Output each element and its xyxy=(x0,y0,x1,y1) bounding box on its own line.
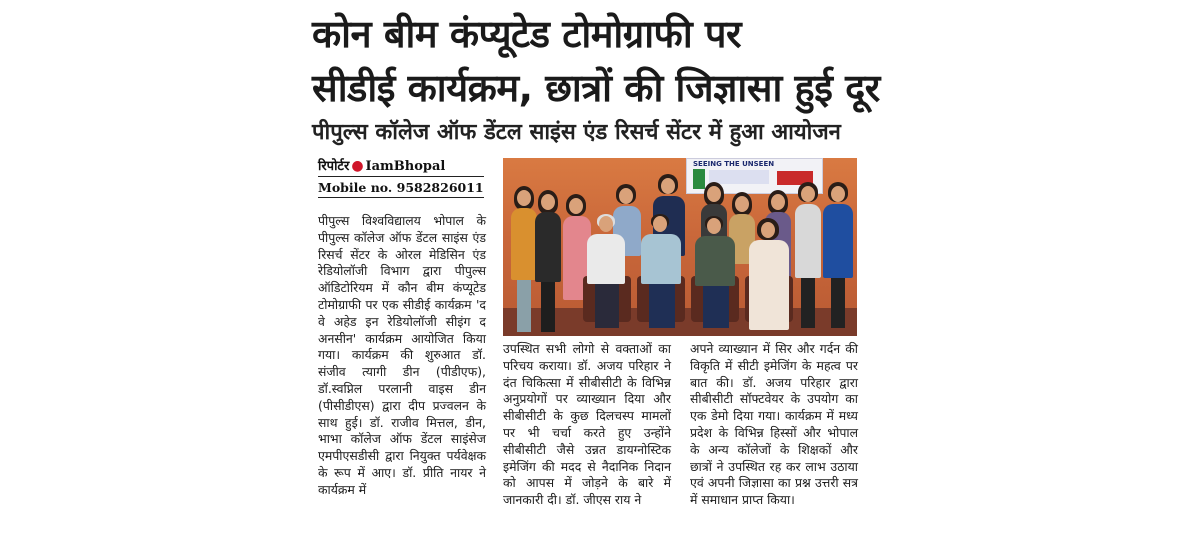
banner-decoration xyxy=(709,170,769,184)
group-photo xyxy=(503,158,857,336)
article-column-2: उपस्थित सभी लोगो से वक्ताओं का परिचय कराया। डॉ. अजय परिहार ने दंत चिकित्सा में सीबीसीटी के विभिन्न अनुप्रयोगों पर व्याख्यान दिया और सीबीसीटी के कुछ दिलचस्प मामलों पर भी चर्चा करते हुए उन्होंने सीबीसीटी जैसे उन्नत डायग्नोस्टिक इमेजिंग की मदद से नैदानिक निदान को आपस में जोड़ने के बारे में जानकारी दी। डॉ. जीएस राय ने xyxy=(503,341,671,508)
byline-mobile xyxy=(318,177,484,198)
byline xyxy=(318,156,484,198)
article-column-1: पीपुल्स विश्वविद्यालय भोपाल के पीपुल्स कॉलेज ऑफ डेंटल साइंस एंड रिसर्च सेंटर के ओरल मेडिसिन एंड रेडियोलॉजी विभाग द्वारा पीपुल्स ऑडिटोरियम में कौन बीम कंप्यूटेड टोमोग्राफी पर एक सीडीई कार्यक्रम 'द वे अहेड इन रेडियोलॉजी सीइंग द अनसीन' कार्यक्रम आयोजित किया गया। कार्यक्रम की शुरुआत डॉ. संजीव त्यागी डीन (पीडीएफ), डॉ.स्वप्निल परलानी वाइस डीन (पीसीडीएस) द्वारा दीप प्रज्वलन के साथ हुई। डॉ. राजीव मित्तल, डीन, भाभा कॉलेज ऑफ डेंटल साइंसेज एमपीएसडीसी द्वारा नियुक्त पर्यवेक्षक के रूप में आए। डॉ. प्रीति नायर ने कार्यक्रम में xyxy=(318,213,486,497)
headline-line-1: कोन बीम कंप्यूटेड टोमोग्राफी पर xyxy=(312,12,742,56)
article-column-3: अपने व्याख्यान में सिर और गर्दन की विकृति में सीटी इमेजिंग के महत्व पर बात की। डॉ. अजय परिहार द्वारा सीबीसीटी सॉफ्टवेयर के उपयोग का एक डेमो दिया गया। कार्यक्रम में मध्य प्रदेश के विभिन्न हिस्सों और भोपाल के अन्य कॉलेजों के शिक्षकों और छात्रों ने उपस्थित रह कर लाभ उठाया एवं अपनी जिज्ञासा का प्रश्न उत्तरी सत्र में समाधान प्राप्त किया। xyxy=(690,341,858,508)
byline-reporter xyxy=(318,156,484,177)
mobile-number: 9582826011 xyxy=(396,180,484,195)
subheadline: पीपुल्स कॉलेज ऑफ डेंटल साइंस एंड रिसर्च सेंटर में हुआ आयोजन xyxy=(312,120,841,145)
mobile-label: Mobile no. xyxy=(318,180,393,195)
banner-decoration xyxy=(693,169,705,189)
reporter-role: रिपोर्टर xyxy=(318,159,350,174)
bullet-dot-icon: ● xyxy=(351,158,364,174)
headline-line-2: सीडीई कार्यक्रम, छात्रों की जिज्ञासा हुई दूर xyxy=(312,66,880,110)
banner-title: SEEING THE UNSEEN xyxy=(693,160,775,168)
reporter-name: IamBhopal xyxy=(365,159,446,174)
